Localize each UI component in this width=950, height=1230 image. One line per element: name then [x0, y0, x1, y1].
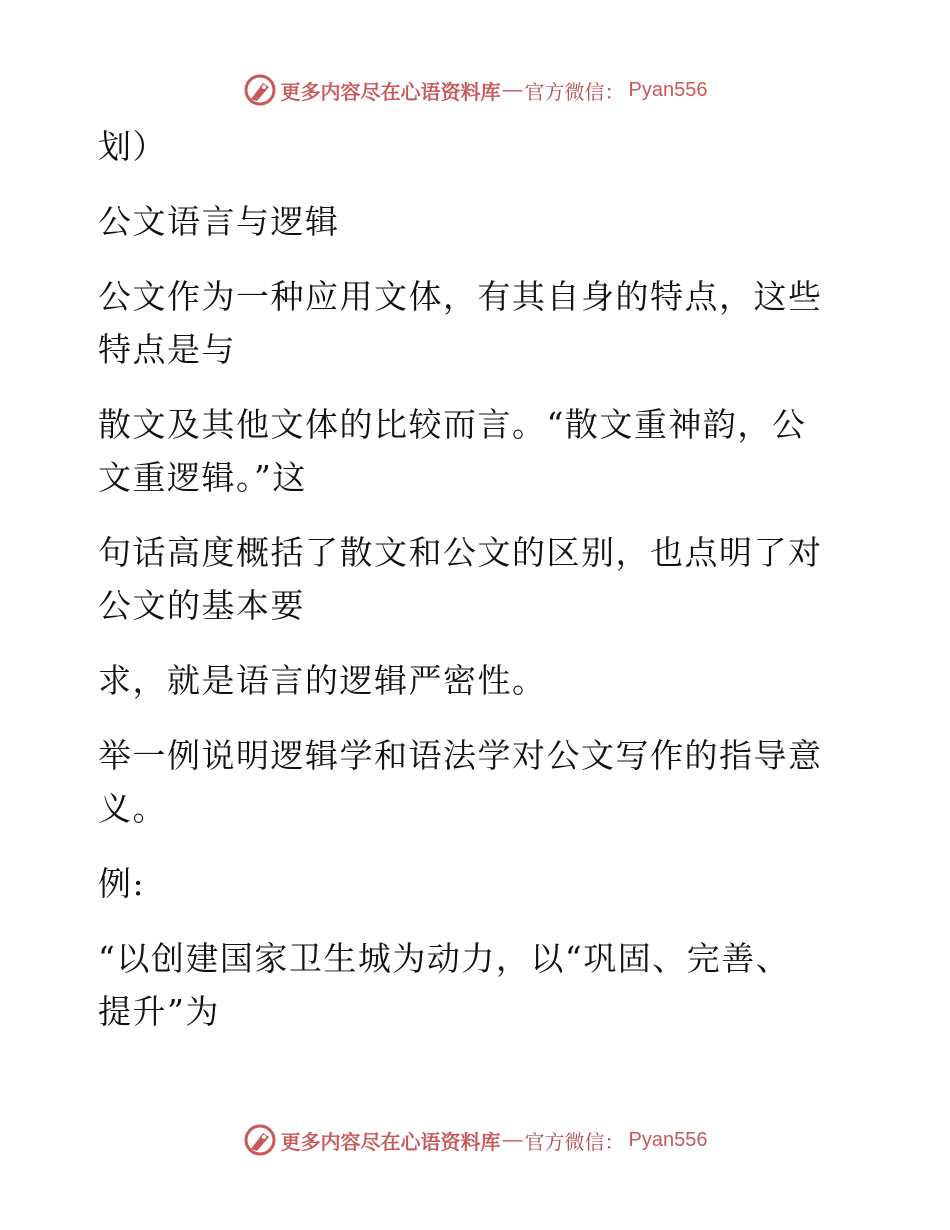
- body-line: 句话高度概括了散文和公文的区别，也点明了对: [98, 533, 823, 572]
- footer-brand-text: 更多内容尽在心语资料库: [280, 1129, 501, 1154]
- header-brand-text: 更多内容尽在心语资料库: [280, 79, 501, 104]
- header-banner: [0, 70, 950, 110]
- body-line: “以创建国家卫生城为动力，以“巩固、完善、: [98, 939, 791, 978]
- body-line: 散文及其他文体的比较而言。“散文重神韵，公: [98, 405, 807, 444]
- document-body: [98, 120, 838, 1038]
- header-wechat-label: 官方微信：: [524, 79, 625, 104]
- header-separator: —: [502, 78, 523, 101]
- body-line: 举一例说明逻辑学和语法学对公文写作的指导意: [98, 736, 823, 775]
- footer-wechat-account: Pyan556: [628, 1128, 708, 1151]
- body-line: 提升”为: [98, 992, 220, 1031]
- body-line: 公文的基本要: [98, 586, 305, 625]
- pen-nib-logo-icon: [243, 1123, 277, 1157]
- footer-banner: [0, 1120, 950, 1160]
- footer-separator: —: [502, 1128, 523, 1151]
- section-heading: 公文语言与逻辑: [98, 202, 340, 241]
- body-line: 公文作为一种应用文体，有其自身的特点，这些: [98, 277, 823, 316]
- body-line: 义。: [98, 789, 167, 828]
- body-line: 特点是与: [98, 330, 236, 369]
- footer-wechat-label: 官方微信：: [524, 1129, 625, 1154]
- pen-nib-logo-icon: [243, 73, 277, 107]
- body-line: 划）: [98, 127, 167, 166]
- body-line: 例:: [98, 864, 146, 903]
- body-line: 求，就是语言的逻辑严密性。: [98, 661, 547, 700]
- body-line: 文重逻辑。”这: [98, 458, 307, 497]
- header-wechat-account: Pyan556: [628, 78, 708, 101]
